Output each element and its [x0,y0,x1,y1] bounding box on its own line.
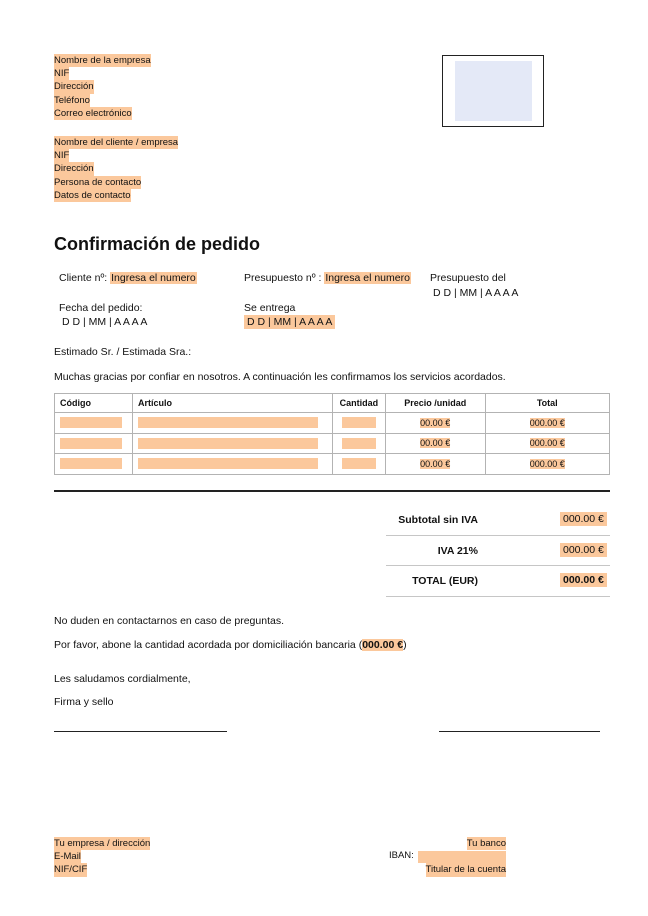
code-cell[interactable] [55,413,133,434]
company-nif: NIF [54,68,70,80]
footer-account-holder: Titular de la cuenta [425,864,506,876]
client-contact-details: Datos de contacto [54,189,131,201]
greeting: Estimado Sr. / Estimada Sra.: [54,346,192,358]
order-date-label: Fecha del pedido: [59,302,143,314]
section-divider [54,490,610,492]
header-article: Artículo [132,394,332,413]
row-total-cell: 000.00 € [485,433,609,454]
article-cell[interactable] [132,433,332,454]
code-cell[interactable] [55,433,133,454]
header-quantity: Cantidad [332,394,385,413]
contact-note: No duden en contactarnos en caso de preguntas. [54,615,284,627]
quantity-cell[interactable] [332,433,385,454]
header-code: Código [55,394,133,413]
vat-value: 000.00 € [560,543,607,557]
iban-field[interactable] [418,851,506,863]
footer-company-address: Tu empresa / dirección [54,838,151,849]
closing: Les saludamos cordialmente, [54,673,191,685]
quote-number-value: Ingresa el numero [325,272,410,284]
table-header-row [55,394,610,413]
client-number-field [59,272,197,284]
unit-price-cell: 00.00 € [385,433,485,454]
table-row [55,454,610,475]
header-unit-price: Precio /unidad [385,394,485,413]
intro-text: Muchas gracias por confiar en nosotros. A continuación les confirmamos los servicios acordados. [54,371,506,383]
vat-label: IVA 21% [437,544,478,557]
subtotal-value: 000.00 € [560,512,607,526]
total-value: 000.00 € [560,573,607,587]
article-cell[interactable] [132,413,332,434]
row-total-cell: 000.00 € [485,454,609,475]
quote-date-value: D D | MM | A A A A [433,287,519,299]
unit-price-cell: 00.00 € [385,454,485,475]
logo-placeholder [442,55,544,127]
quote-number-label: Presupuesto nº : [244,272,322,284]
unit-price-cell: 00.00 € [385,413,485,434]
client-number-label: Cliente nº: [59,272,108,284]
payment-amount: 000.00 € [362,639,404,651]
header-total: Total [485,394,609,413]
payment-prefix: Por favor, abone la cantidad acordada por domiciliación bancaria ( [54,639,363,651]
code-cell[interactable] [55,454,133,475]
quote-number-field [244,272,411,284]
iban-label: IBAN: [389,850,414,861]
company-info [54,54,151,120]
totals-block [386,505,610,597]
signature-line-right [439,731,600,732]
footer-bank-name: Tu banco [466,838,506,849]
row-total-cell: 000.00 € [485,413,609,434]
delivery-label: Se entrega [244,302,296,314]
client-address: Dirección [54,163,94,175]
delivery-date-value: D D | MM | A A A A [244,315,335,329]
vat-row [386,536,610,567]
footer-email: E-Mail [54,851,81,863]
client-nif: NIF [54,150,70,162]
payment-suffix: ) [403,639,407,651]
subtotal-row [386,505,610,536]
subtotal-label: Subtotal sin IVA [398,514,478,526]
total-label: TOTAL (EUR) [412,575,478,587]
footer-nif: NIF/CIF [54,864,88,876]
table-row [55,413,610,434]
quote-date-label: Presupuesto del [430,272,506,284]
table-row [55,433,610,454]
client-info [54,136,178,202]
company-name: Nombre de la empresa [54,55,151,66]
payment-note [54,639,407,651]
client-number-value: Ingresa el numero [111,272,196,284]
article-cell[interactable] [132,454,332,475]
order-date-value: D D | MM | A A A A [62,316,148,328]
document-title: Confirmación de pedido [54,234,261,254]
company-phone: Teléfono [54,94,90,106]
logo-image-area [455,61,532,121]
signature-line-left [54,731,227,732]
client-contact-person: Persona de contacto [54,176,142,188]
client-name: Nombre del cliente / empresa [54,137,179,148]
signature-label: Firma y sello [54,696,114,708]
quantity-cell[interactable] [332,413,385,434]
items-table [54,393,610,475]
company-email: Correo electrónico [54,107,132,119]
company-address: Dirección [54,81,94,93]
total-row [386,566,610,597]
quantity-cell[interactable] [332,454,385,475]
footer-company [54,837,150,877]
